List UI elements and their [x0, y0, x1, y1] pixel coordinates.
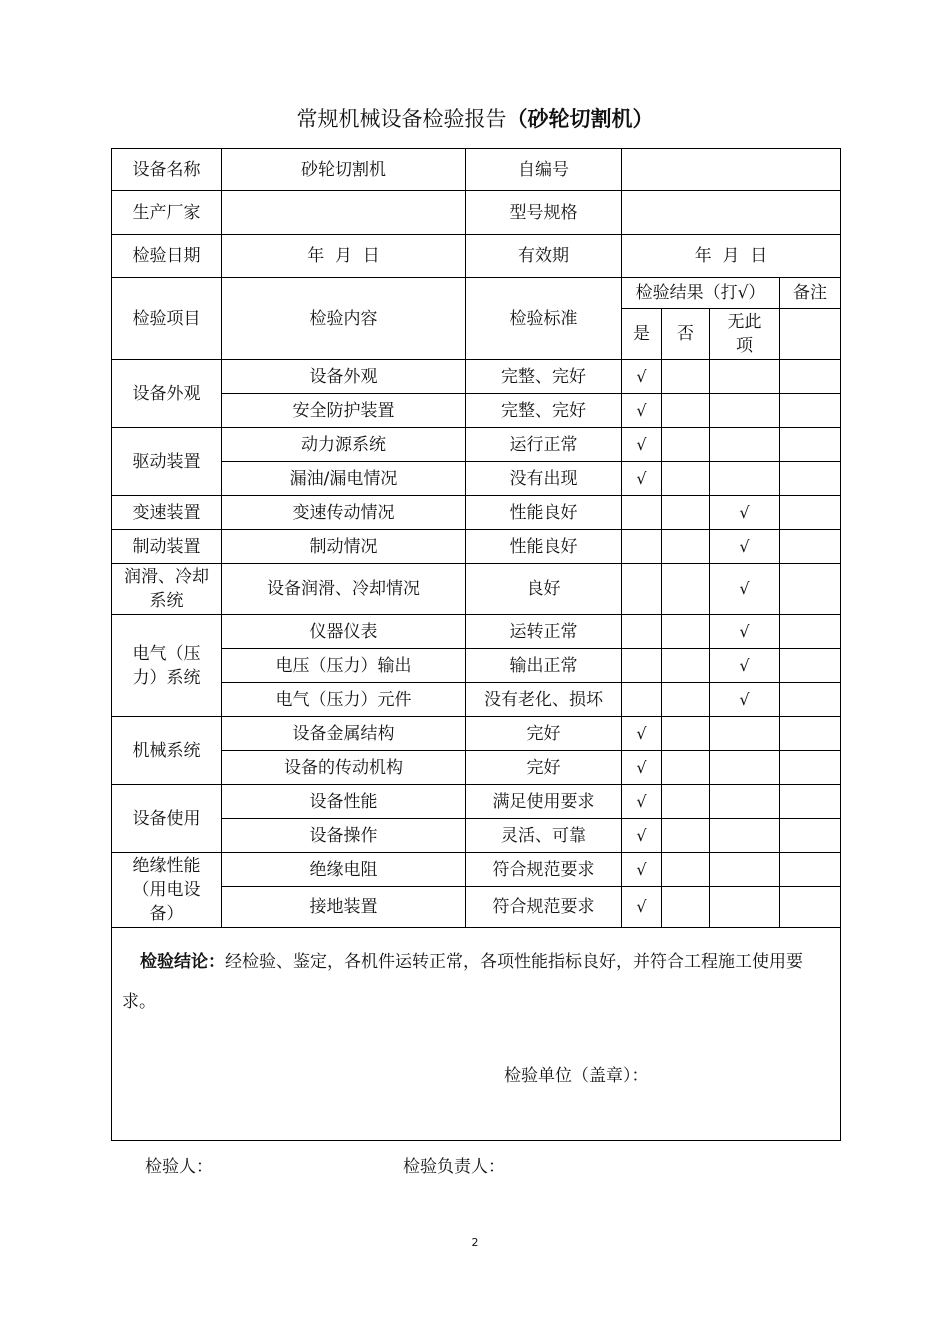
- self-no-label: 自编号: [466, 149, 622, 191]
- yes-cell: √: [622, 462, 662, 496]
- na-cell: [710, 428, 780, 462]
- no-cell: [662, 887, 710, 928]
- na-cell: [710, 785, 780, 819]
- chief-inspector-label: 检验负责人：: [403, 1157, 505, 1177]
- content-cell: 动力源系统: [222, 428, 466, 462]
- manufacturer-value: [222, 191, 466, 235]
- no-cell: [662, 717, 710, 751]
- standard-cell: 完整、完好: [466, 360, 622, 394]
- standard-cell: 没有老化、损坏: [466, 683, 622, 717]
- info-row: [112, 149, 841, 191]
- no-cell: [662, 394, 710, 428]
- content-cell: 变速传动情况: [222, 496, 466, 530]
- inspector-label: 检验人：: [145, 1157, 213, 1177]
- standard-cell: 完整、完好: [466, 394, 622, 428]
- device-name-value: 砂轮切割机: [222, 149, 466, 191]
- table-row: [112, 428, 841, 462]
- table-row: [112, 360, 841, 394]
- remark-cell: [780, 717, 841, 751]
- standard-cell: 灵活、可靠: [466, 819, 622, 853]
- standard-cell: 符合规范要求: [466, 853, 622, 887]
- yes-cell: √: [622, 717, 662, 751]
- no-cell: [662, 530, 710, 564]
- conclusion-text: 经检验、鉴定，各机件运转正常，各项性能指标良好，并符合工程施工使用要求。: [122, 952, 803, 1012]
- no-cell: [662, 751, 710, 785]
- remark-cell: [780, 428, 841, 462]
- yes-cell: [622, 683, 662, 717]
- no-cell: [662, 428, 710, 462]
- header-remark: 备注: [780, 278, 841, 309]
- remark-cell: [780, 649, 841, 683]
- device-name-label: 设备名称: [112, 149, 222, 191]
- conclusion-label: 检验结论：: [140, 952, 225, 972]
- header-item: 检验项目: [112, 278, 222, 360]
- group-label: 绝缘性能（用电设备）: [112, 853, 222, 928]
- na-cell: √: [710, 615, 780, 649]
- group-label: 机械系统: [112, 717, 222, 785]
- table-row: [112, 819, 841, 853]
- remark-cell: [780, 530, 841, 564]
- info-row: [112, 191, 841, 235]
- standard-cell: 性能良好: [466, 496, 622, 530]
- na-cell: [710, 717, 780, 751]
- remark-cell: [780, 887, 841, 928]
- manufacturer-label: 生产厂家: [112, 191, 222, 235]
- conclusion-cell: [112, 928, 841, 1141]
- group-label: 润滑、冷却系统: [112, 564, 222, 615]
- yes-cell: [622, 530, 662, 564]
- conclusion-paragraph: [122, 942, 832, 1022]
- na-cell: √: [710, 530, 780, 564]
- remark-cell: [780, 496, 841, 530]
- table-row: [112, 564, 841, 615]
- inspection-unit-stamp: 检验单位（盖章）：: [504, 1066, 649, 1086]
- model-value: [622, 191, 841, 235]
- no-cell: [662, 683, 710, 717]
- content-cell: 安全防护装置: [222, 394, 466, 428]
- content-cell: 设备的传动机构: [222, 751, 466, 785]
- no-cell: [662, 785, 710, 819]
- remark-cell: [780, 564, 841, 615]
- no-cell: [662, 649, 710, 683]
- no-cell: [662, 819, 710, 853]
- remark-cell: [780, 394, 841, 428]
- remark-cell: [780, 360, 841, 394]
- report-title-subject: （砂轮切割机）: [506, 107, 654, 131]
- remark-cell: [780, 462, 841, 496]
- content-cell: 制动情况: [222, 530, 466, 564]
- remark-cell: [780, 785, 841, 819]
- table-row: [112, 394, 841, 428]
- yes-cell: √: [622, 394, 662, 428]
- yes-cell: √: [622, 853, 662, 887]
- date-label: 检验日期: [112, 235, 222, 278]
- standard-cell: 性能良好: [466, 530, 622, 564]
- na-cell: [710, 360, 780, 394]
- table-row: [112, 496, 841, 530]
- header-standard: 检验标准: [466, 278, 622, 360]
- table-row: [112, 462, 841, 496]
- content-cell: 漏油/漏电情况: [222, 462, 466, 496]
- standard-cell: 运转正常: [466, 615, 622, 649]
- na-cell: [710, 819, 780, 853]
- report-title: [0, 104, 950, 134]
- content-cell: 接地装置: [222, 887, 466, 928]
- standard-cell: 运行正常: [466, 428, 622, 462]
- content-cell: 设备操作: [222, 819, 466, 853]
- table-row: [112, 717, 841, 751]
- remark-cell: [780, 853, 841, 887]
- self-no-value: [622, 149, 841, 191]
- content-cell: 设备性能: [222, 785, 466, 819]
- standard-cell: 良好: [466, 564, 622, 615]
- content-cell: 电压（压力）输出: [222, 649, 466, 683]
- header-na: 无此项: [710, 309, 780, 360]
- group-label: 设备使用: [112, 785, 222, 853]
- table-row: [112, 751, 841, 785]
- group-label: 变速装置: [112, 496, 222, 530]
- table-row: [112, 683, 841, 717]
- yes-cell: [622, 615, 662, 649]
- yes-cell: √: [622, 428, 662, 462]
- table-row: [112, 530, 841, 564]
- group-label: 制动装置: [112, 530, 222, 564]
- yes-cell: √: [622, 819, 662, 853]
- standard-cell: 满足使用要求: [466, 785, 622, 819]
- date-value: 年 月 日: [222, 235, 466, 278]
- content-cell: 设备外观: [222, 360, 466, 394]
- na-cell: [710, 751, 780, 785]
- yes-cell: √: [622, 751, 662, 785]
- na-cell: [710, 853, 780, 887]
- valid-value: 年 月 日: [622, 235, 841, 278]
- no-cell: [662, 564, 710, 615]
- na-cell: [710, 394, 780, 428]
- content-cell: 设备金属结构: [222, 717, 466, 751]
- content-cell: 绝缘电阻: [222, 853, 466, 887]
- info-row: [112, 235, 841, 278]
- table-row: [112, 785, 841, 819]
- remark-cell: [780, 819, 841, 853]
- group-label: 电气（压力）系统: [112, 615, 222, 717]
- na-cell: √: [710, 683, 780, 717]
- no-cell: [662, 496, 710, 530]
- standard-cell: 符合规范要求: [466, 887, 622, 928]
- table-row: [112, 887, 841, 928]
- inspection-table: [111, 148, 841, 1141]
- header-row: [112, 278, 841, 309]
- model-label: 型号规格: [466, 191, 622, 235]
- table-row: [112, 649, 841, 683]
- yes-cell: [622, 564, 662, 615]
- content-cell: 电气（压力）元件: [222, 683, 466, 717]
- no-cell: [662, 615, 710, 649]
- na-cell: √: [710, 496, 780, 530]
- remark-cell: [780, 615, 841, 649]
- group-label: 驱动装置: [112, 428, 222, 496]
- header-yes: 是: [622, 309, 662, 360]
- conclusion-row: [112, 928, 841, 1141]
- na-cell: [710, 462, 780, 496]
- standard-cell: 完好: [466, 751, 622, 785]
- group-label: 设备外观: [112, 360, 222, 428]
- table-row: [112, 615, 841, 649]
- na-cell: √: [710, 649, 780, 683]
- content-cell: 设备润滑、冷却情况: [222, 564, 466, 615]
- remark-cell: [780, 309, 841, 360]
- remark-cell: [780, 751, 841, 785]
- yes-cell: √: [622, 887, 662, 928]
- report-title-main: 常规机械设备检验报告: [296, 107, 507, 131]
- header-result: 检验结果（打√）: [622, 278, 780, 309]
- no-cell: [662, 853, 710, 887]
- na-cell: [710, 887, 780, 928]
- header-no: 否: [662, 309, 710, 360]
- no-cell: [662, 462, 710, 496]
- no-cell: [662, 360, 710, 394]
- content-cell: 仪器仪表: [222, 615, 466, 649]
- header-content: 检验内容: [222, 278, 466, 360]
- standard-cell: 没有出现: [466, 462, 622, 496]
- yes-cell: [622, 649, 662, 683]
- yes-cell: √: [622, 360, 662, 394]
- valid-label: 有效期: [466, 235, 622, 278]
- page-number: 2: [471, 1236, 479, 1249]
- table-row: [112, 853, 841, 887]
- na-cell: √: [710, 564, 780, 615]
- standard-cell: 输出正常: [466, 649, 622, 683]
- standard-cell: 完好: [466, 717, 622, 751]
- remark-cell: [780, 683, 841, 717]
- yes-cell: [622, 496, 662, 530]
- yes-cell: √: [622, 785, 662, 819]
